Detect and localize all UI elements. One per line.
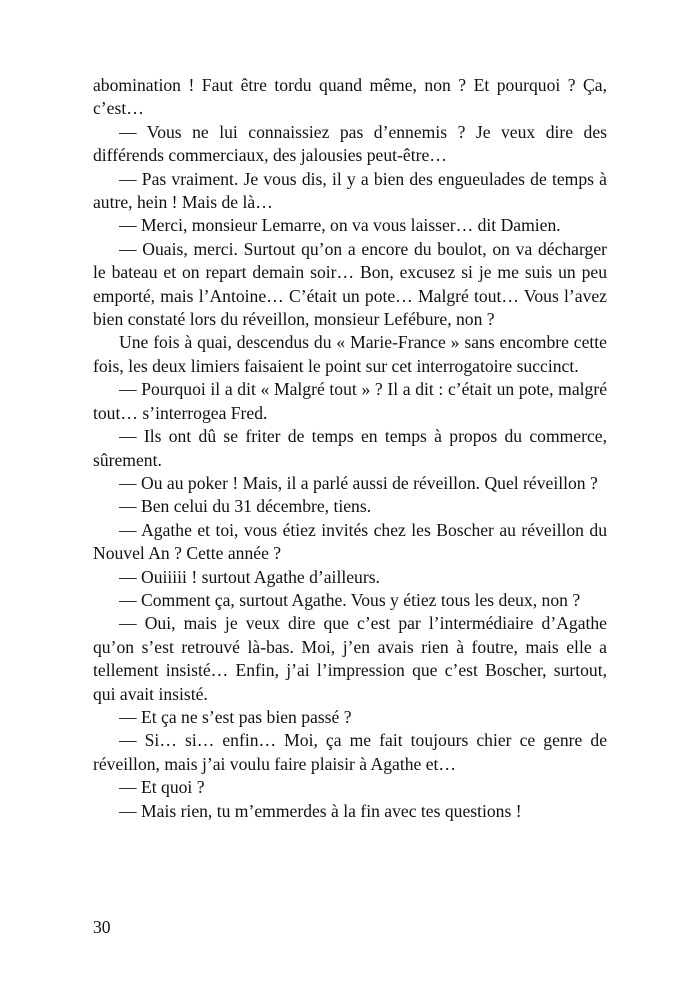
paragraph: Une fois à quai, descendus du « Marie-France » sans encombre cette fois, les deux limiers faisaient le point sur cet interrogatoire succinct. [93, 332, 607, 376]
paragraph: abomination ! Faut être tordu quand même, non ? Et pourquoi ? Ça, c’est… [93, 75, 607, 119]
paragraph: — Comment ça, surtout Agathe. Vous y étiez tous les deux, non ? [119, 589, 581, 610]
body-text [93, 74, 607, 823]
page-number: 30 [93, 917, 111, 937]
paragraph: — Merci, monsieur Lemarre, on va vous laisser… dit Damien. [119, 215, 561, 236]
paragraph: — Ouais, merci. Surtout qu’on a encore du boulot, on va décharger le bateau et on repart demain soir… Bon, excusez si je me suis un peu emporté, mais l’Antoine… C’était un pote… Malgré tout… Vous l’avez bien constaté lors du réveillon, monsieur Lefébure, non ? [93, 238, 607, 330]
paragraph: — Pas vraiment. Je vous dis, il y a bien des engueulades de temps à autre, hein ! Mais de là… [93, 168, 607, 213]
paragraph: — Ben celui du 31 décembre, tiens. [119, 496, 372, 517]
paragraph: — Et ça ne s’est pas bien passé ? [119, 706, 352, 727]
paragraph: — Pourquoi il a dit « Malgré tout » ? Il a dit : c’était un pote, malgré tout… s’interrogea Fred. [93, 379, 607, 423]
paragraph: — Agathe et toi, vous étiez invités chez les Boscher au réveillon du Nouvel An ? Cette année ? [93, 519, 607, 564]
paragraph: — Mais rien, tu m’emmerdes à la fin avec tes questions ! [119, 800, 522, 821]
paragraph: — Si… si… enfin… Moi, ça me fait toujours chier ce genre de réveillon, mais j’ai voulu faire plaisir à Agathe et… [93, 730, 607, 774]
paragraph: — Ou au poker ! Mais, il a parlé aussi de réveillon. Quel réveillon ? [119, 472, 598, 493]
paragraph: — Et quoi ? [119, 777, 205, 798]
paragraph: — Ils ont dû se friter de temps en temps à propos du commerce, sûrement. [93, 426, 607, 470]
paragraph: — Ouiiiii ! surtout Agathe d’ailleurs. [119, 566, 380, 587]
paragraph: — Vous ne lui connaissiez pas d’ennemis ? Je veux dire des différends commerciaux, des jalousies peut-être… [93, 121, 607, 166]
paragraph: — Oui, mais je veux dire que c’est par l’intermédiaire d’Agathe qu’on s’est retrouvé là-bas. Moi, j’en avais rien à foutre, mais elle a tellement insisté… Enfin, j’ai l’impression que c’est Boscher, surtout, qui avait insisté. [93, 613, 607, 704]
